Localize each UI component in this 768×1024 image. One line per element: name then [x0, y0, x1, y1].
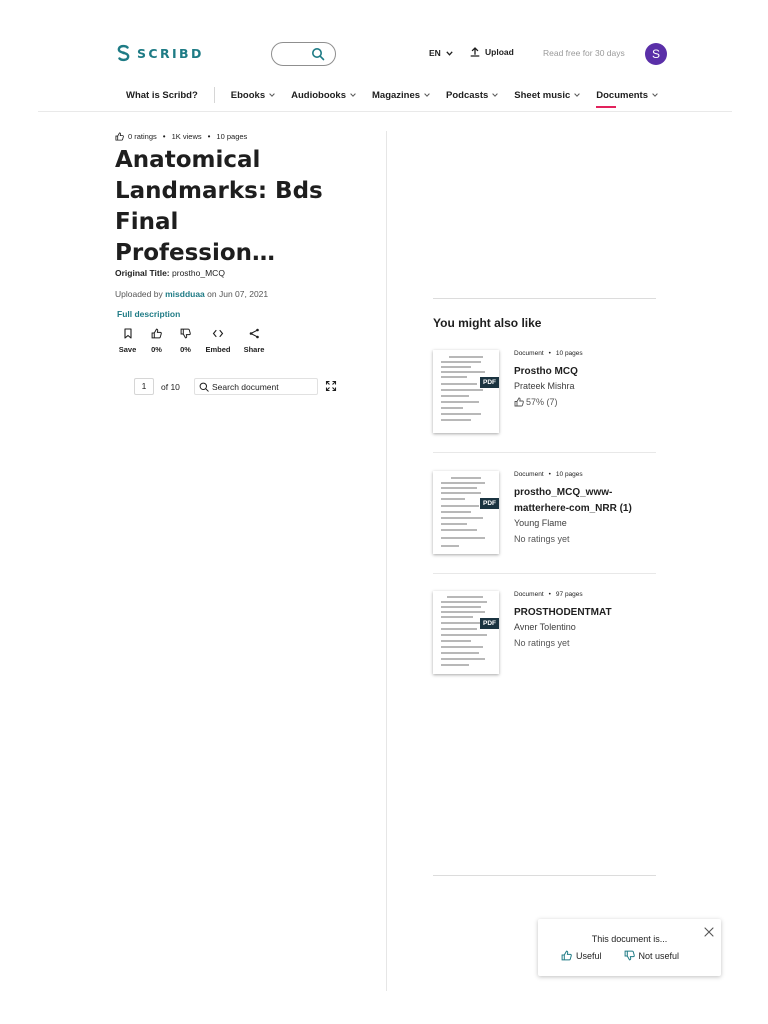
views-count: 1K views — [171, 132, 202, 141]
suggestion-card[interactable] — [433, 471, 656, 561]
close-feedback-button[interactable] — [704, 924, 714, 942]
document-meta — [514, 350, 654, 357]
separator-dot: • — [548, 591, 551, 598]
nav-podcasts[interactable] — [446, 84, 498, 106]
dislike-percent: 0% — [180, 345, 191, 354]
separator-dot: • — [162, 132, 166, 141]
nav-magazines[interactable] — [372, 84, 430, 106]
upload-date: on Jun 07, 2021 — [207, 289, 269, 299]
document-pages: 10 pages — [555, 350, 583, 357]
fullscreen-button[interactable] — [325, 379, 337, 397]
rating-value: No ratings yet — [514, 638, 570, 648]
chevron-down-icon — [492, 93, 498, 97]
user-avatar[interactable]: S — [645, 43, 667, 65]
nav-divider — [214, 87, 215, 103]
feedback-question: This document is... — [591, 934, 668, 944]
bookmark-icon — [123, 328, 133, 339]
suggestion-title[interactable]: Prostho MCQ — [514, 366, 578, 377]
search-placeholder: Search document — [212, 381, 279, 392]
thumbs-up-icon — [514, 397, 524, 407]
document-search-input[interactable] — [194, 378, 318, 395]
upload-button[interactable] — [470, 47, 514, 57]
header-divider — [38, 111, 732, 112]
document-title: Anatomical Landmarks: Bds Final Profession… — [115, 147, 323, 266]
section-divider — [433, 875, 656, 876]
save-label: Save — [118, 345, 137, 354]
useful-label: Useful — [576, 950, 602, 961]
original-title — [115, 268, 225, 278]
card-divider — [433, 573, 656, 574]
language-selector[interactable] — [429, 48, 453, 58]
nav-what-is-scribd[interactable] — [126, 84, 198, 106]
thumbs-down-icon — [624, 950, 635, 961]
logo-text: SCRIBD — [137, 45, 204, 61]
suggestion-info — [514, 471, 654, 544]
expand-icon — [325, 380, 337, 392]
document-thumbnail — [433, 471, 499, 554]
feedback-options — [561, 950, 679, 961]
document-kind: Document — [514, 350, 544, 357]
useful-button[interactable] — [561, 950, 602, 961]
separator-dot: • — [548, 350, 551, 357]
thumbs-up-icon — [561, 950, 572, 961]
nav-audiobooks[interactable] — [291, 84, 356, 106]
suggestion-title[interactable]: prostho_MCQ_www-matterhere-com_NRR (1) — [514, 487, 632, 514]
like-button[interactable] — [142, 328, 171, 354]
main-nav — [116, 84, 674, 106]
original-title-value: prostho_MCQ — [172, 268, 225, 278]
suggestion-info — [514, 591, 654, 648]
share-icon — [249, 328, 260, 339]
read-free-link[interactable]: Read free for 30 days — [543, 48, 625, 58]
share-button[interactable] — [236, 328, 272, 354]
like-percent: 0% — [151, 345, 162, 354]
suggestion-card[interactable] — [433, 591, 656, 681]
rating-value: 57% (7) — [526, 397, 558, 407]
chevron-down-icon — [424, 93, 430, 97]
document-kind: Document — [514, 591, 544, 598]
share-label: Share — [243, 345, 265, 354]
nav-label: Podcasts — [446, 89, 489, 101]
suggestions-heading: You might also like — [433, 316, 542, 330]
suggestion-author[interactable]: Young Flame — [514, 518, 567, 528]
document-stats — [115, 132, 247, 141]
nav-documents[interactable] — [596, 84, 658, 106]
nav-label: Documents — [596, 89, 648, 101]
document-kind: Document — [514, 471, 544, 478]
save-button[interactable] — [113, 328, 142, 354]
separator-dot: • — [548, 471, 551, 478]
not-useful-label: Not useful — [638, 950, 680, 961]
chevron-down-icon — [350, 93, 356, 97]
uploaded-by-label: Uploaded by — [115, 289, 163, 299]
ratings-count: 0 ratings — [128, 132, 157, 141]
thumbs-up-icon — [151, 328, 162, 339]
language-label: EN — [429, 48, 441, 58]
suggestion-rating — [514, 397, 654, 407]
column-divider — [386, 131, 387, 991]
full-description-link[interactable]: Full description — [117, 309, 181, 319]
nav-ebooks[interactable] — [231, 84, 275, 106]
nav-label: Magazines — [372, 89, 421, 101]
document-meta — [514, 471, 654, 478]
site-search-button[interactable] — [271, 42, 336, 66]
document-actions — [113, 328, 272, 354]
nav-label: Audiobooks — [291, 89, 346, 101]
chevron-down-icon — [652, 93, 658, 97]
page-navigator — [134, 378, 180, 395]
suggestion-title[interactable]: PROSTHODENTMAT — [514, 607, 612, 618]
document-thumbnail — [433, 591, 499, 674]
nav-sheet-music[interactable] — [514, 84, 580, 106]
document-pages: 10 pages — [555, 471, 583, 478]
feedback-prompt — [538, 919, 721, 976]
scribd-logo-icon — [116, 44, 131, 62]
rating-value: No ratings yet — [514, 534, 570, 544]
nav-label: Ebooks — [230, 89, 266, 101]
chevron-down-icon — [446, 51, 453, 56]
document-pages: 97 pages — [555, 591, 583, 598]
page-total: of 10 — [161, 381, 180, 392]
embed-label: Embed — [205, 345, 231, 354]
suggestion-author[interactable]: Avner Tolentino — [514, 622, 576, 632]
suggestion-info — [514, 350, 654, 407]
search-icon — [311, 47, 325, 61]
thumbs-down-icon — [180, 328, 191, 339]
chevron-down-icon — [574, 93, 580, 97]
suggestion-rating — [514, 534, 654, 544]
upload-info — [115, 289, 268, 299]
separator-dot: • — [207, 132, 211, 141]
dislike-button[interactable] — [171, 328, 200, 354]
chevron-down-icon — [269, 93, 275, 97]
scribd-logo[interactable] — [116, 44, 204, 62]
site-header — [0, 0, 768, 112]
embed-button[interactable] — [200, 328, 236, 354]
upload-label: Upload — [485, 47, 514, 57]
card-divider — [433, 452, 656, 453]
original-title-label: Original Title: — [115, 268, 170, 278]
code-icon — [212, 328, 224, 339]
nav-label: What is Scribd? — [126, 89, 198, 101]
upload-icon — [470, 47, 480, 57]
search-icon — [199, 382, 209, 392]
pdf-badge: PDF — [480, 498, 499, 509]
suggestion-rating — [514, 638, 654, 648]
close-icon — [704, 927, 714, 937]
document-thumbnail — [433, 350, 499, 433]
nav-label: Sheet music — [514, 89, 571, 101]
section-divider — [433, 298, 656, 299]
page-count: 10 pages — [216, 132, 248, 141]
suggestion-card[interactable] — [433, 350, 656, 440]
thumbs-up-icon — [115, 132, 124, 141]
pdf-badge: PDF — [480, 618, 499, 629]
document-meta — [514, 591, 654, 598]
not-useful-button[interactable] — [624, 950, 680, 961]
page-number-input[interactable]: 1 — [134, 378, 154, 395]
uploader-link[interactable]: misdduaa — [165, 289, 205, 299]
suggestion-author[interactable]: Prateek Mishra — [514, 381, 575, 391]
pdf-badge: PDF — [480, 377, 499, 388]
